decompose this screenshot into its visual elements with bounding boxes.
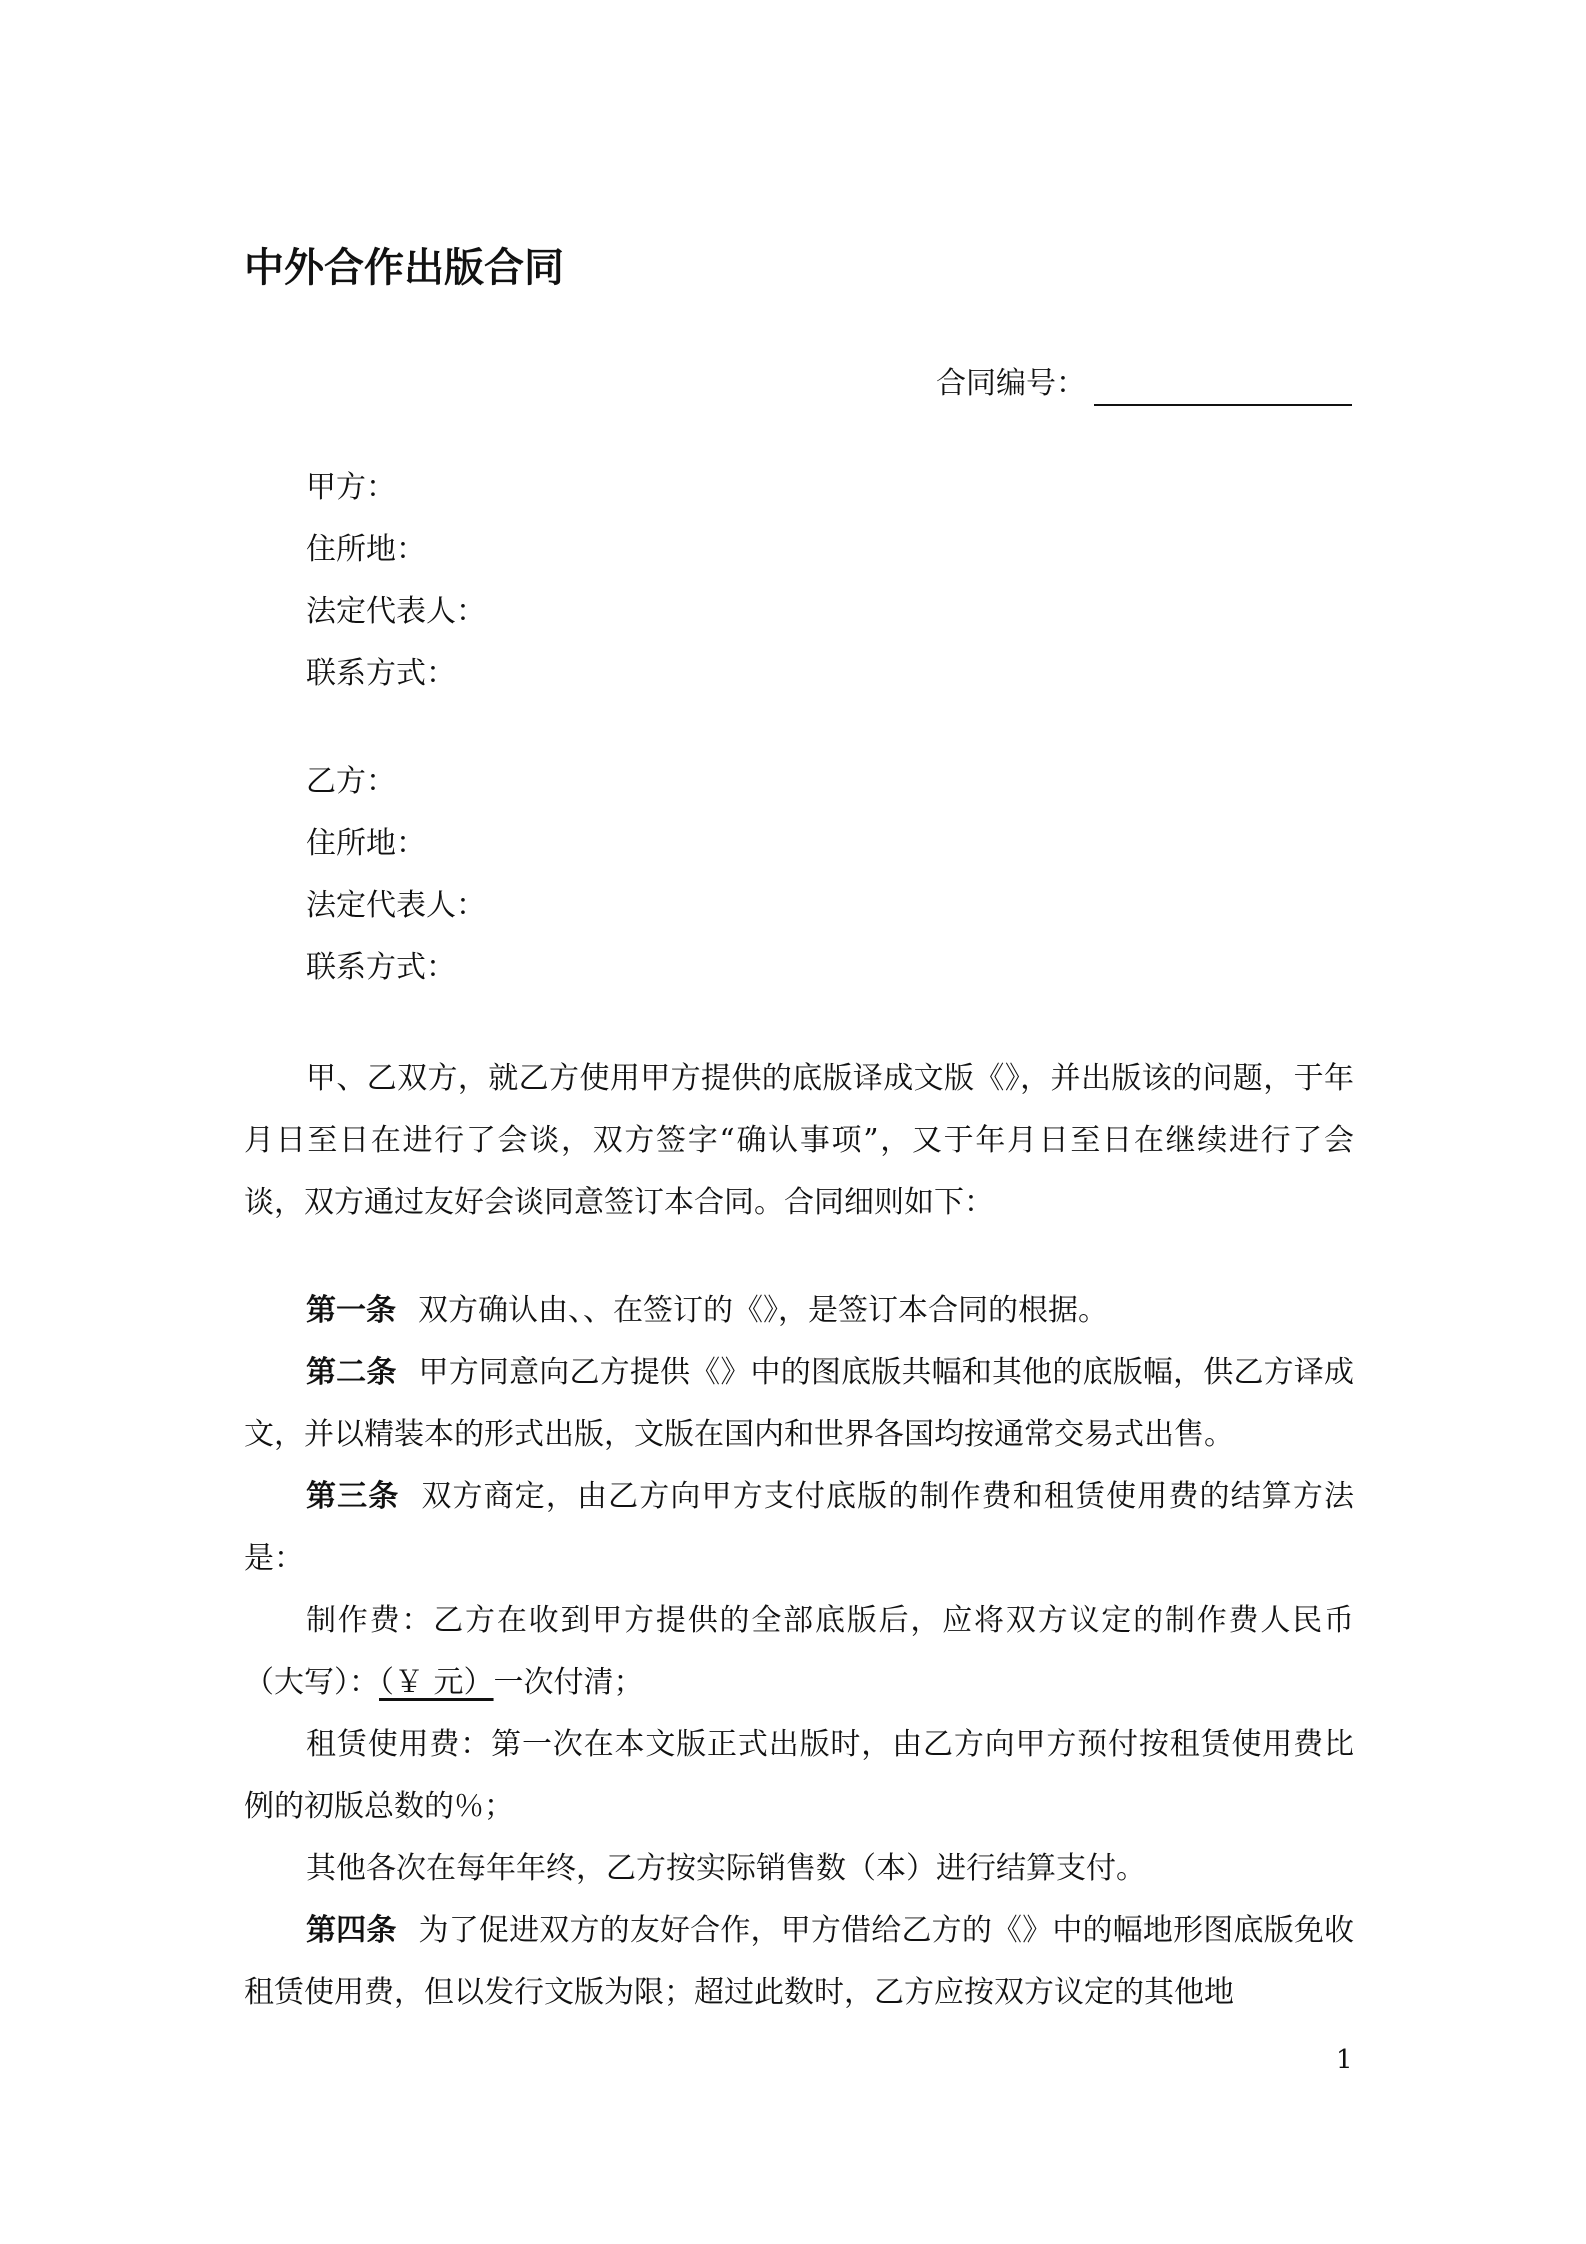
article-4 (244, 1900, 1354, 2024)
article-1-label: 第一条 (306, 1293, 396, 1328)
preamble-paragraph: 甲、乙双方，就乙方使用甲方提供的底版译成文版《》，并出版该的问题，于年月日至日在进行了会谈，双方签字“确认事项”，又于年月日至日在继续进行了会谈，双方通过友好会谈同意签订本合同。合同细则如下： (244, 1061, 1354, 1220)
fee-production-paragraph (244, 1590, 1354, 1714)
fee-other-paragraph: 其他各次在每年年终，乙方按实际销售数（本）进行结算支付。 (306, 1851, 1146, 1886)
party-a-address-label: 住所地： (306, 532, 426, 567)
contract-number-field (936, 362, 1352, 406)
contract-number-label: 合同编号： (936, 366, 1086, 401)
article-1 (244, 1280, 1354, 1342)
party-b-address-label: 住所地： (306, 826, 426, 861)
page-number: 1 (1336, 2045, 1353, 2075)
article-2-label: 第二条 (306, 1355, 397, 1390)
fee-production-amount: （￥ 元） (379, 1665, 494, 1700)
document-title: 中外合作出版合同 (244, 245, 564, 291)
article-3 (244, 1466, 1354, 1590)
contract-number-blank (1094, 372, 1352, 406)
party-a-name-label: 甲方： (306, 470, 396, 505)
article-2-text: 甲方同意向乙方提供《》中的图底版共幅和其他的底版幅，供乙方译成文，并以精装本的形式出版，文版在国内和世界各国均按通常交易式出售。 (244, 1355, 1355, 1452)
article-4-label: 第四条 (306, 1913, 397, 1948)
article-3-text: 双方商定，由乙方向甲方支付底版的制作费和租赁使用费的结算方法是： (244, 1479, 1354, 1576)
party-b-rep-label: 法定代表人： (306, 888, 486, 923)
party-b-contact-label: 联系方式： (306, 950, 456, 985)
fee-production-tail: 一次付清； (493, 1665, 644, 1700)
fee-rental-paragraph: 租赁使用费：第一次在本文版正式出版时，由乙方向甲方预付按租赁使用费比例的初版总数的％； (244, 1727, 1354, 1824)
article-4-text: 为了促进双方的友好合作，甲方借给乙方的《》中的幅地形图底版免收租赁使用费，但以发行文版为限；超过此数时，乙方应按双方议定的其他地 (244, 1913, 1355, 2010)
party-a-contact-label: 联系方式： (306, 656, 456, 691)
fee-production-text: 制作费：乙方在收到甲方提供的全部底版后，应将双方议定的制作费人民币（大写）： (244, 1603, 1354, 1700)
article-1-text: 双方确认由、、在签订的《》，是签订本合同的根据。 (418, 1293, 1108, 1328)
article-2 (244, 1342, 1354, 1466)
article-3-label: 第三条 (306, 1479, 400, 1514)
party-b-name-label: 乙方： (306, 764, 396, 799)
party-a-rep-label: 法定代表人： (306, 594, 486, 629)
